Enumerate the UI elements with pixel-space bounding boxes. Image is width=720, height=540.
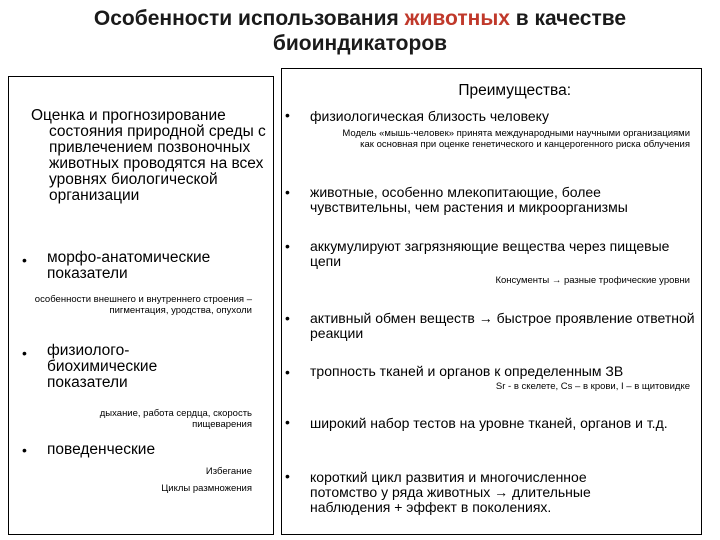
left-item-2-note: дыхание, работа сердца, скорость пищеварения (99, 408, 252, 430)
right-item-3-text: аккумулируют загрязняющие вещества через пищевые цепи (310, 238, 670, 269)
right-item-4-text: активный обмен веществ → быстрое проявление ответной реакции (310, 310, 695, 341)
right-bullet-5: • (285, 364, 290, 380)
left-item-2-label: физиолого-биохимические показатели (47, 342, 158, 391)
title-part1: Особенности использования (93, 7, 405, 30)
left-item-3-note1: Избегание (205, 466, 252, 477)
right-item-5-text: тропность тканей и органов к определенным ЗВ (310, 363, 624, 379)
right-item-1-note: Модель «мышь-человек» принята международными научными организациями как основная при оценке генетического и канцерогенного риска облучения (342, 128, 690, 150)
title-highlight: животных (404, 7, 510, 30)
right-bullet-6: • (285, 414, 290, 430)
left-bullet-3: • (22, 442, 27, 458)
left-item-1-label: морфо-анатомические показатели (47, 249, 211, 282)
right-bullet-7: • (285, 468, 290, 484)
right-bullet-2: • (285, 184, 290, 200)
right-bullet-4: • (285, 310, 290, 326)
left-intro: Оценка и прогнозирование состояния природной среды с привлечением позвоночных животных проводятся на всех уровнях биологической организации (31, 107, 266, 204)
right-bullet-1: • (285, 107, 290, 123)
title-line2: биоиндикаторов (272, 32, 448, 55)
left-item-1-note: особенности внешнего и внутреннего строения – пигментация, уродства, опухоли (34, 294, 252, 316)
right-item-1-text: физиологическая близость человеку (310, 108, 549, 124)
left-item-3-label: поведенческие (47, 441, 156, 458)
left-item-3-note2: Циклы размножения (161, 483, 252, 494)
page-title (0, 6, 720, 56)
right-item-7-text: короткий цикл развития и многочисленное потомство у ряда животных → длительные наблюдения + эффект в поколениях. (310, 469, 591, 515)
title-part2: в качестве (509, 7, 627, 30)
right-item-5-note: Sr - в скелете, Cs – в крови, I – в щитовидке (495, 381, 690, 392)
left-bullet-2: • (22, 345, 27, 361)
right-item-2-text: животные, особенно млекопитающие, более чувствительны, чем растения и микроорганизмы (310, 184, 628, 215)
right-item-3-note: Консументы → разные трофические уровни (495, 275, 690, 286)
right-item-6-text: широкий набор тестов на уровне тканей, органов и т.д. (310, 415, 668, 431)
right-bullet-3: • (285, 238, 290, 254)
advantages-header: Преимущества: (458, 82, 571, 99)
left-bullet-1: • (22, 252, 27, 268)
